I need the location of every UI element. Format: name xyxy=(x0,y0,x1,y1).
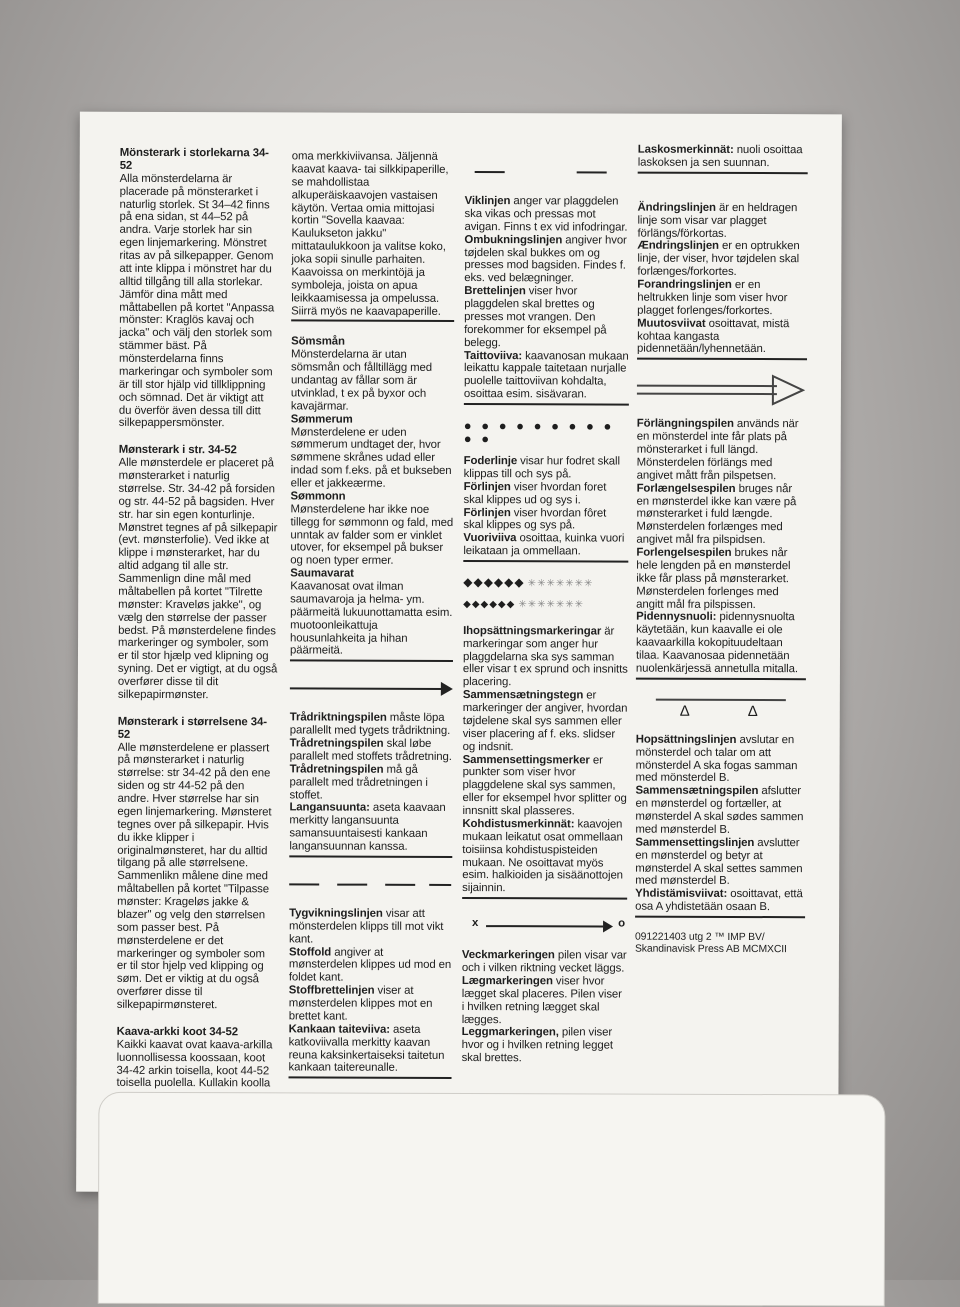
notch-symbol-row-2: ◆◆◆◆◆◆ ✳✳✳✳✳✳✳ xyxy=(463,598,585,611)
publication-code-line: Skandinavisk Press AB MCMXCII xyxy=(634,944,787,956)
section-heading: Mønsterark i str. 34-52 xyxy=(118,444,237,457)
fold-entry-fi: Kankaan taiteviiva: aseta katkoviivalla merkitty kaavan reuna kaksinkertaiseksi taitetun kankaan taitereunalle. xyxy=(288,1023,445,1075)
alter-entry-da: Ændringslinjen er en optrukken linje, der viser, hvor tøjdelen skal forlænges/forkortes. xyxy=(637,239,800,279)
cut-on-fold-section xyxy=(289,907,453,1079)
publication-code-line: 091221403 utg 2 ™ IMP BV/ xyxy=(634,931,765,944)
notch-entry-fi: Kohdistusmerkinnät: kaavojen mukaan leikatut osat ommellaan toisiinsa kohdistuspisteiden mukaan. Ne osoittavat myös esim. halkioiden ja sisäänottojen sijainnin. xyxy=(462,818,627,900)
dash-segment xyxy=(289,883,319,885)
dash-segment xyxy=(385,884,415,886)
section-heading: Mönsterark i storlekarna 34-52 xyxy=(119,146,269,172)
alter-entry-no: Forandringslinjen er en heltrukken linje som viser hvor plagget forlenges/forkortes. xyxy=(637,278,788,317)
fold-entry-no: Stoffbrettelinjen viser at mønsterdelen klippes mot en brettet kant. xyxy=(288,984,433,1023)
grainline-entry-da: Trådretningspilen skal løbe parallelt med stoffets trådretning. xyxy=(289,737,452,763)
triangle-a-icon: Δ xyxy=(679,702,690,720)
dash-segment xyxy=(429,884,451,886)
notch-symbols xyxy=(463,576,628,611)
lining-entry-sv: Foderlinje visar hur fodret skall klippas till och sys på. xyxy=(463,455,620,481)
pleat-entry-da: Lægmarkeringen viser hvor lægget skal placeres. Pilen viser i hvilken retning lægget skal lægges. xyxy=(461,974,622,1026)
grainline-arrow-head xyxy=(441,682,453,696)
extend-entry-sv: Förlängningspilen används när en mönsterdel inte får plats på mönsterarket i full längd. Mönsterdelen förlängs med angivet mått från pilspetsen. xyxy=(636,417,799,482)
foldline-dash-symbol xyxy=(465,159,630,186)
section-text: Mønsterdelene har ikke noe tillegg for sømmonn og fald, med unntak av falder som er vinklet utover, for eksempel på bukser og noen typer ermer. xyxy=(290,503,454,568)
join-line xyxy=(656,698,786,700)
seam-allowance-section xyxy=(290,336,454,662)
foldline-entry-da: Ombukningslinjen angiver hvor tøjdelen skal bukkes om og presses mod bagsiden. Findes f. eks. ved belægninger. xyxy=(464,233,627,285)
section-heading: Sömsmån xyxy=(291,335,345,348)
pleat-x-mark: x xyxy=(472,917,479,930)
fold-entry-sv: Tygvikningslinjen visar att mönsterdelen klipps till mot vikt kant. xyxy=(288,907,444,946)
triangle-b-icon: Δ xyxy=(747,702,758,720)
pleat-arrow-line xyxy=(486,925,603,927)
foldline-entry-fi: Taittoviiva: kaavanosan mukaan leikattu kappale taitetaan nurjalle puolelle taittoviivan kohdalta, osoittaa esim. sisävaran. xyxy=(463,349,629,401)
join-entry-da: Sammensætningspilen afslutter en mønsterdel og fortæller, at mønsterdel A skal sødes sammen med mønsterdel B. xyxy=(635,784,804,836)
alteration-section xyxy=(637,201,808,360)
notch-entry-da: Sammensætningstegn er markeringer der angiver, hvordan tøjdelene skal sys sammen eller viser placering af f. eks. slidser og indsnit. xyxy=(462,689,628,753)
extension-arrow-bottom-line xyxy=(637,393,777,395)
pleat-arrow-head xyxy=(603,921,613,933)
pleat-finnish-section: Laskosmerkinnät: nuoli osoittaa laskoksen ja sen suunnan. xyxy=(638,144,808,174)
join-section xyxy=(635,733,806,918)
join-entry-sv: Hopsättningslinjen avslutar en mönsterdel och talar om att mönsterdel A ska fogas samman med mönsterdel B. xyxy=(635,733,798,785)
pleat-entry-no: Leggmarkeringen, pilen viser hvor og i hvilken retning legget skal brettes. xyxy=(461,1026,613,1065)
join-entry-fi: Yhdistämisviivat: osoittavat, että osa A yhdistetään osaan B. xyxy=(635,888,805,918)
spacer xyxy=(638,187,808,202)
section-heading: Saumavarat xyxy=(290,567,354,580)
fold-dash-symbol xyxy=(289,871,452,898)
grainline-entry-fi: Langansuunta: aseta kaavaan merkitty langansuunta samansuuntaisesti kankaan langansuunnan kanssa. xyxy=(289,801,446,853)
section-text: Mönsterdelarna är utan sömsmån och fålltillägg med undantag av fållar som är utvinklad, t ex på byxor och kavajärmar. xyxy=(290,348,433,413)
extend-entry-fi: Pidennysnuoli: pidennysnuolta käytetään, kun kaavalle ei ole kaavaarkilla kokopituudeltaan tilaa. Kaavanosaa pidennetään nuolenkärjessä annetulla mitalla. xyxy=(636,611,806,680)
grainline-arrow-line xyxy=(290,688,445,691)
publication-code xyxy=(635,932,805,958)
extension-arrow-symbol xyxy=(637,374,807,409)
section-text: Alla mönsterdelarna är placerade på mönsterarket i naturlig storlek. St 34–42 finns på ena sidan, st 44–52 på andra. Varje storlek har sin egen linjemarkering. Mönstret ritas av på silkepapper. Genom att inte klippa i mönstret har du alltid tillgång till alla storlekar. Jämför dina mått med måttabellen på kortet "Anpassa mönster: Kraglös kavaj och jacka" och välj den storlek som stämmer bäst. På mönsterdelarna finns markeringar och symboler som är till stor hjälp vid tillklippning och sömnad. Det är viktigt att du överför även dessa till ditt silkepappersmönster. xyxy=(118,172,275,430)
lining-dot-symbol: ● ● ● ● ● ● ● ● ● ● ● xyxy=(463,418,615,447)
section-swedish-sizes xyxy=(119,147,280,431)
lining-entry-fi: Vuoriviiva osoittaa, kuinka vuori leikataan ja ommellaan. xyxy=(463,532,625,558)
notch-entry-no: Sammensettingsmerker er punkter som viser hvor plaggdelene skal sys sammen, eller for eksempel hvor splitter og innsnitt skal plasseres. xyxy=(462,753,627,818)
finnish-sizes-continued: oma merkkiviivansa. Jäljennä kaavat kaava- tai silkkipaperille, se mahdollistaa alkuperäiskaavojen vastaisen käytön. Vertaa omia mittojasi kortin "Sovella kaavaa: Kaulukseton jakku" mittataulukkoon ja valitse koko, joka sopii sinulle parhaiten. Kaavoissa on merkintöjä ja symboleja, joista on apua leikkaamisessa ja ompelussa. Siirrä myös ne kaavapaperille. xyxy=(291,150,455,322)
extend-entry-da: Forlængelsespilen bruges når en mønsterdel ikke kan være på mønsterarket i fuld længde. Mønsterdelen forlænges med angivet mål fra pilspidsen. xyxy=(636,482,797,547)
pleat-o-mark: o xyxy=(618,917,626,930)
dash-segment xyxy=(337,883,367,885)
dash-segment xyxy=(577,171,607,173)
section-text: Kaikki kaavat ovat kaava-arkilla luonnollisessa koossaan, koot 34-42 arkin toisella, koot 44-52 toisella puolella. Kullakin koolla xyxy=(116,1038,273,1090)
lining-section xyxy=(463,455,628,563)
pattern-instruction-sheet xyxy=(76,112,842,1195)
section-heading: Sømmerum xyxy=(290,413,353,426)
section-heading: Kaava-arkki koot 34-52 xyxy=(116,1025,238,1039)
notch-entry-sv: Ihopsättningsmarkeringar är markeringar som anger hur plaggdelarna ska sys samman eller visar t ex sprund och insnitts placering. xyxy=(462,624,628,689)
foldline-section xyxy=(464,195,630,406)
extension-section xyxy=(636,418,807,680)
section-heading: Sømmonn xyxy=(290,490,346,503)
extension-arrow-top-line xyxy=(637,385,777,387)
envelope-flap xyxy=(98,1092,886,1307)
join-triangle-symbol xyxy=(636,693,806,724)
section-text: Alle mønsterdelene er plassert på mønsterarket i naturlig størrelse: str 34-42 på den ene siden og str 44-52 på den andre. Hver størrelse har sin egen linjemarkering. Mønsteret tegnes over på silkepapir. Hvis du ikke klipper i originalmønsteret, har du alltid tilgang på alle størrelsene. Sammenlikn målene dine med måltabellen på kortet "Tilpasse mønster: Krageløs jakke & blazer" og velg den størrelsen som passer best. På mønsterdelene er det markeringer og symboler som er til stor hjelp ved klipping og søm. Det er viktig at du også overfører disse til silkepapirmønsteret. xyxy=(116,741,272,1012)
extension-arrow-head xyxy=(771,374,805,406)
dash-segment xyxy=(475,171,505,173)
section-danish-sizes xyxy=(118,444,279,702)
notch-symbol-row-1: ◆◆◆◆◆◆ ✳✳✳✳✳✳✳ xyxy=(463,575,594,590)
grainline-entry-sv: Trådriktningspilen måste löpa parallellt med tygets trådriktning. xyxy=(289,711,451,738)
section-text: Mønsterdelene er uden sømmerum undtaget der, hvor sømmene skrånes udad eller indad som f.eks. på et bukseben eller et jakkeærme. xyxy=(290,425,452,490)
column-4 xyxy=(635,144,808,958)
foldline-entry-no: Brettelinjen viser hvor plaggdelen skal brettes og presses mot vrangen. Den forekommer for eksempel på belegg. xyxy=(464,285,607,349)
section-text: Kaavanosat ovat ilman saumavaroja ja helma- ym. päärmeitä lukuunottamatta esim. muotoonleikattuja housunlahkeita ja hihan päärmeitä. xyxy=(289,580,453,657)
grainline-arrow-symbol xyxy=(290,676,453,703)
join-entry-no: Sammensettingslinjen avslutter en mønsterdel og betyr at mønsterdel A skal settes sammen med mønsterdel B. xyxy=(635,836,803,888)
column-1 xyxy=(116,147,279,1118)
grainline-section xyxy=(289,712,453,858)
extend-entry-no: Forlengelsespilen brukes når hele lengden på en mønsterdel ikke får plass på mønsterarket. Mønsterdelen forlenges med angitt mål fra pilspissen. xyxy=(636,546,791,611)
grainline-entry-no: Trådretningspilen må gå parallelt med trådretningen i stoffet. xyxy=(289,763,428,802)
lining-entry-da: Förlinjen viser hvordan foret skal klippes ud og sys i. xyxy=(463,480,607,507)
section-heading: Mønsterark i størrelsene 34-52 xyxy=(117,715,267,741)
foldline-entry-sv: Viklinjen anger var plaggdelen ska vikas och pressas mot avigan. Finns t ex vid infodringar. xyxy=(464,195,628,234)
fold-entry-da: Stoffold angiver at mønsterdelen klippes ud mod en foldet kant. xyxy=(288,945,452,984)
section-norwegian-sizes xyxy=(117,716,278,1013)
pleat-entry-sv: Veckmarkeringen pilen visar var och i vilken riktning vecket läggs. xyxy=(461,949,627,975)
section-text: Alle mønsterdele er placeret på mønsterarket i naturlig størrelse. Str. 34-42 på forsiden og str. 44-52 på bagsiden. Hver str. har sin egen konturlinje. Mønstret tegnes af på silkepapir (evt. mønsterfolie). Ved ikke at klippe i mønsterarket, har du altid adgang til alle str. Sammenlign dine mål med måltabellen på kortet "Tilrette mønster: Kraveløs jakke", og vælg den størrelse der passer bedst. På mønsterdelene findes markeringer og symboler, som er til stor hjælp ved klipning og syning. Det er vigtigt, at du også overfører disse til dit silkepapirmønster. xyxy=(117,456,278,702)
alter-entry-fi: Muutosviivat osoittavat, mistä kohtaa kangasta pidennetään/lyhennetään. xyxy=(637,317,807,360)
column-2 xyxy=(288,150,454,1093)
pleat-section xyxy=(462,949,627,1065)
alter-entry-sv: Ändringslinjen är en heldragen linje som visar var plagget förlängs/förkortas. xyxy=(637,201,798,240)
column-3 xyxy=(462,153,630,1080)
notch-section xyxy=(462,625,628,900)
pleat-arrow-symbol xyxy=(462,913,627,940)
lining-entry-no: Förlinjen viser hvordan fôret skal klippes og sys på. xyxy=(463,506,607,532)
